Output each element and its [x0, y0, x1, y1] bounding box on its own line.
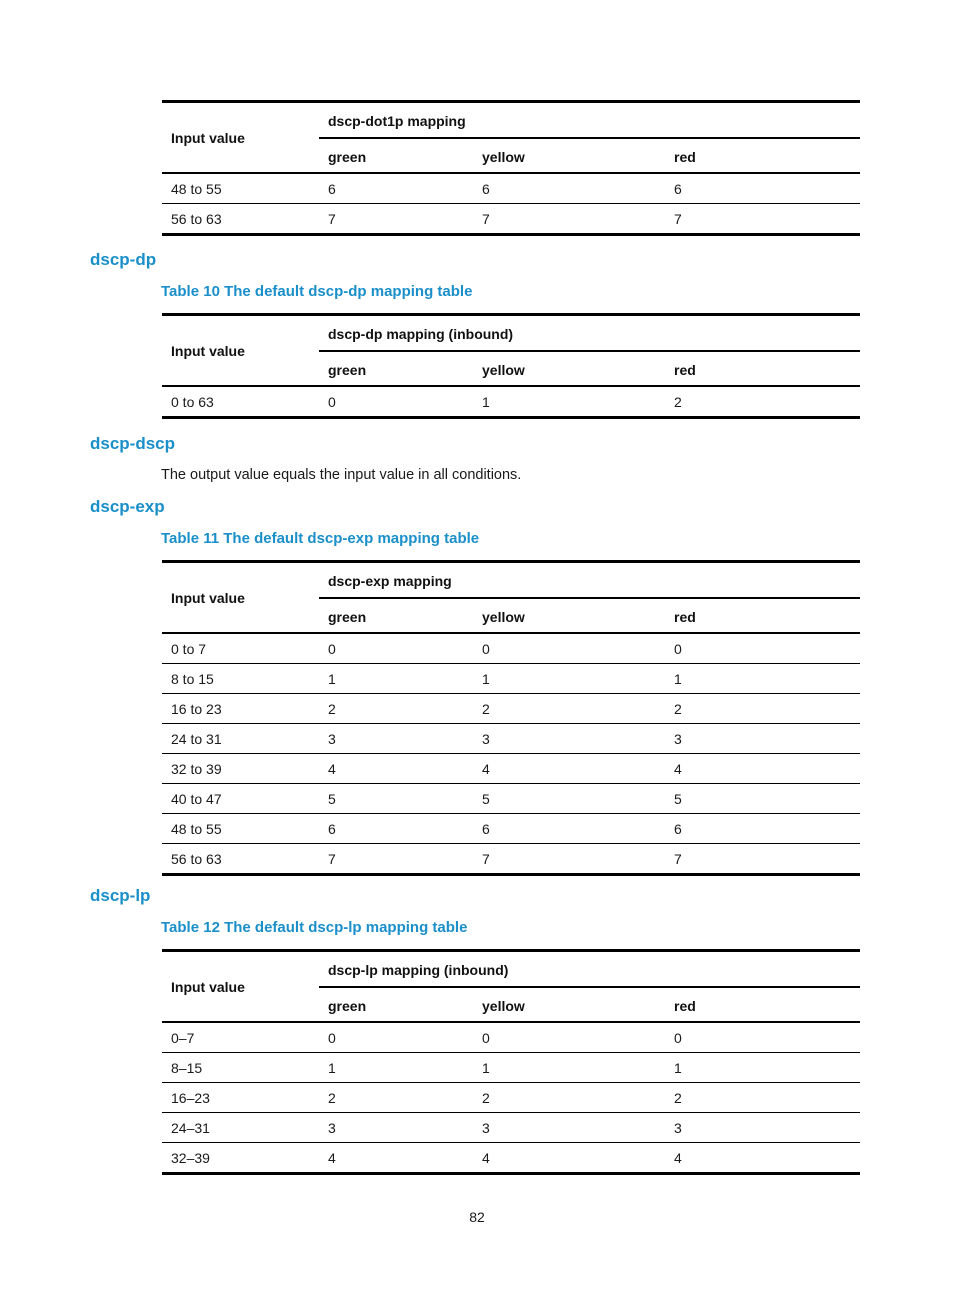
- red-cell: 0: [665, 633, 860, 664]
- dscp-dp-mapping-table: [162, 313, 860, 419]
- column-header-green: green: [319, 351, 473, 386]
- yellow-cell: 3: [473, 1113, 665, 1143]
- yellow-cell: 4: [473, 754, 665, 784]
- mapping-group-header: dscp-lp mapping (inbound): [319, 951, 860, 988]
- input-value-cell: 16–23: [162, 1083, 319, 1113]
- input-value-cell: 56 to 63: [162, 844, 319, 875]
- table-row: [162, 754, 860, 784]
- green-cell: 5: [319, 784, 473, 814]
- yellow-cell: 3: [473, 724, 665, 754]
- yellow-cell: 1: [473, 386, 665, 418]
- column-header-green: green: [319, 598, 473, 633]
- red-cell: 2: [665, 386, 860, 418]
- section-heading-dscp-exp: dscp-exp: [90, 497, 165, 516]
- table-row: [162, 784, 860, 814]
- red-cell: 6: [665, 173, 860, 204]
- input-value-header: Input value: [162, 102, 319, 174]
- green-cell: 6: [319, 814, 473, 844]
- table-row: [162, 1143, 860, 1174]
- table-row: [162, 1022, 860, 1053]
- table-row: [162, 173, 860, 204]
- red-cell: 0: [665, 1022, 860, 1053]
- green-cell: 1: [319, 1053, 473, 1083]
- green-cell: 3: [319, 724, 473, 754]
- green-cell: 7: [319, 844, 473, 875]
- green-cell: 4: [319, 754, 473, 784]
- input-value-header: Input value: [162, 562, 319, 634]
- green-cell: 2: [319, 1083, 473, 1113]
- section-heading-dscp-dscp: dscp-dscp: [90, 434, 176, 453]
- red-cell: 2: [665, 1083, 860, 1113]
- table-row: [162, 204, 860, 235]
- table-row: [162, 724, 860, 754]
- red-cell: 3: [665, 724, 860, 754]
- table-caption: Table 10 The default dscp-dp mapping table: [161, 283, 473, 300]
- green-cell: 1: [319, 664, 473, 694]
- dscp-dot1p-mapping-table: [162, 100, 860, 236]
- input-value-cell: 0 to 63: [162, 386, 319, 418]
- column-header-yellow: yellow: [473, 598, 665, 633]
- red-cell: 7: [665, 204, 860, 235]
- table-caption: Table 11 The default dscp-exp mapping table: [161, 530, 480, 547]
- body-paragraph: The output value equals the input value in all conditions.: [161, 467, 522, 483]
- table-row: [162, 1053, 860, 1083]
- red-cell: 2: [665, 694, 860, 724]
- column-header-yellow: yellow: [473, 351, 665, 386]
- table-row: [162, 814, 860, 844]
- red-cell: 4: [665, 1143, 860, 1174]
- input-value-cell: 24–31: [162, 1113, 319, 1143]
- yellow-cell: 4: [473, 1143, 665, 1174]
- mapping-group-header: dscp-dp mapping (inbound): [319, 315, 860, 352]
- red-cell: 1: [665, 1053, 860, 1083]
- input-value-header: Input value: [162, 315, 319, 387]
- yellow-cell: 5: [473, 784, 665, 814]
- input-value-cell: 48 to 55: [162, 814, 319, 844]
- table-row: [162, 694, 860, 724]
- input-value-cell: 40 to 47: [162, 784, 319, 814]
- dscp-lp-mapping-table: [162, 949, 860, 1175]
- mapping-group-header: dscp-exp mapping: [319, 562, 860, 599]
- column-header-red: red: [665, 138, 860, 173]
- input-value-cell: 0–7: [162, 1022, 319, 1053]
- column-header-red: red: [665, 598, 860, 633]
- green-cell: 2: [319, 694, 473, 724]
- table-caption: Table 12 The default dscp-lp mapping table: [161, 919, 468, 936]
- yellow-cell: 0: [473, 633, 665, 664]
- green-cell: 0: [319, 633, 473, 664]
- column-header-green: green: [319, 987, 473, 1022]
- yellow-cell: 1: [473, 1053, 665, 1083]
- yellow-cell: 7: [473, 204, 665, 235]
- column-header-red: red: [665, 987, 860, 1022]
- red-cell: 1: [665, 664, 860, 694]
- column-header-yellow: yellow: [473, 987, 665, 1022]
- yellow-cell: 7: [473, 844, 665, 875]
- yellow-cell: 2: [473, 694, 665, 724]
- green-cell: 4: [319, 1143, 473, 1174]
- table-row: [162, 386, 860, 418]
- table-row: [162, 1113, 860, 1143]
- yellow-cell: 6: [473, 814, 665, 844]
- red-cell: 4: [665, 754, 860, 784]
- mapping-group-header: dscp-dot1p mapping: [319, 102, 860, 139]
- yellow-cell: 1: [473, 664, 665, 694]
- input-value-cell: 24 to 31: [162, 724, 319, 754]
- table-row: [162, 844, 860, 875]
- section-heading-dscp-lp: dscp-lp: [90, 886, 151, 905]
- input-value-cell: 8 to 15: [162, 664, 319, 694]
- yellow-cell: 0: [473, 1022, 665, 1053]
- green-cell: 7: [319, 204, 473, 235]
- input-value-cell: 0 to 7: [162, 633, 319, 664]
- yellow-cell: 6: [473, 173, 665, 204]
- red-cell: 7: [665, 844, 860, 875]
- page-number: 82: [469, 1209, 485, 1225]
- green-cell: 6: [319, 173, 473, 204]
- green-cell: 0: [319, 386, 473, 418]
- input-value-cell: 8–15: [162, 1053, 319, 1083]
- column-header-green: green: [319, 138, 473, 173]
- table-row: [162, 664, 860, 694]
- column-header-red: red: [665, 351, 860, 386]
- green-cell: 0: [319, 1022, 473, 1053]
- dscp-exp-mapping-table: [162, 560, 860, 876]
- input-value-cell: 56 to 63: [162, 204, 319, 235]
- input-value-cell: 16 to 23: [162, 694, 319, 724]
- red-cell: 5: [665, 784, 860, 814]
- input-value-cell: 48 to 55: [162, 173, 319, 204]
- yellow-cell: 2: [473, 1083, 665, 1113]
- table-row: [162, 1083, 860, 1113]
- column-header-yellow: yellow: [473, 138, 665, 173]
- green-cell: 3: [319, 1113, 473, 1143]
- input-value-header: Input value: [162, 951, 319, 1023]
- table-row: [162, 633, 860, 664]
- red-cell: 3: [665, 1113, 860, 1143]
- input-value-cell: 32–39: [162, 1143, 319, 1174]
- input-value-cell: 32 to 39: [162, 754, 319, 784]
- section-heading-dscp-dp: dscp-dp: [90, 250, 157, 269]
- red-cell: 6: [665, 814, 860, 844]
